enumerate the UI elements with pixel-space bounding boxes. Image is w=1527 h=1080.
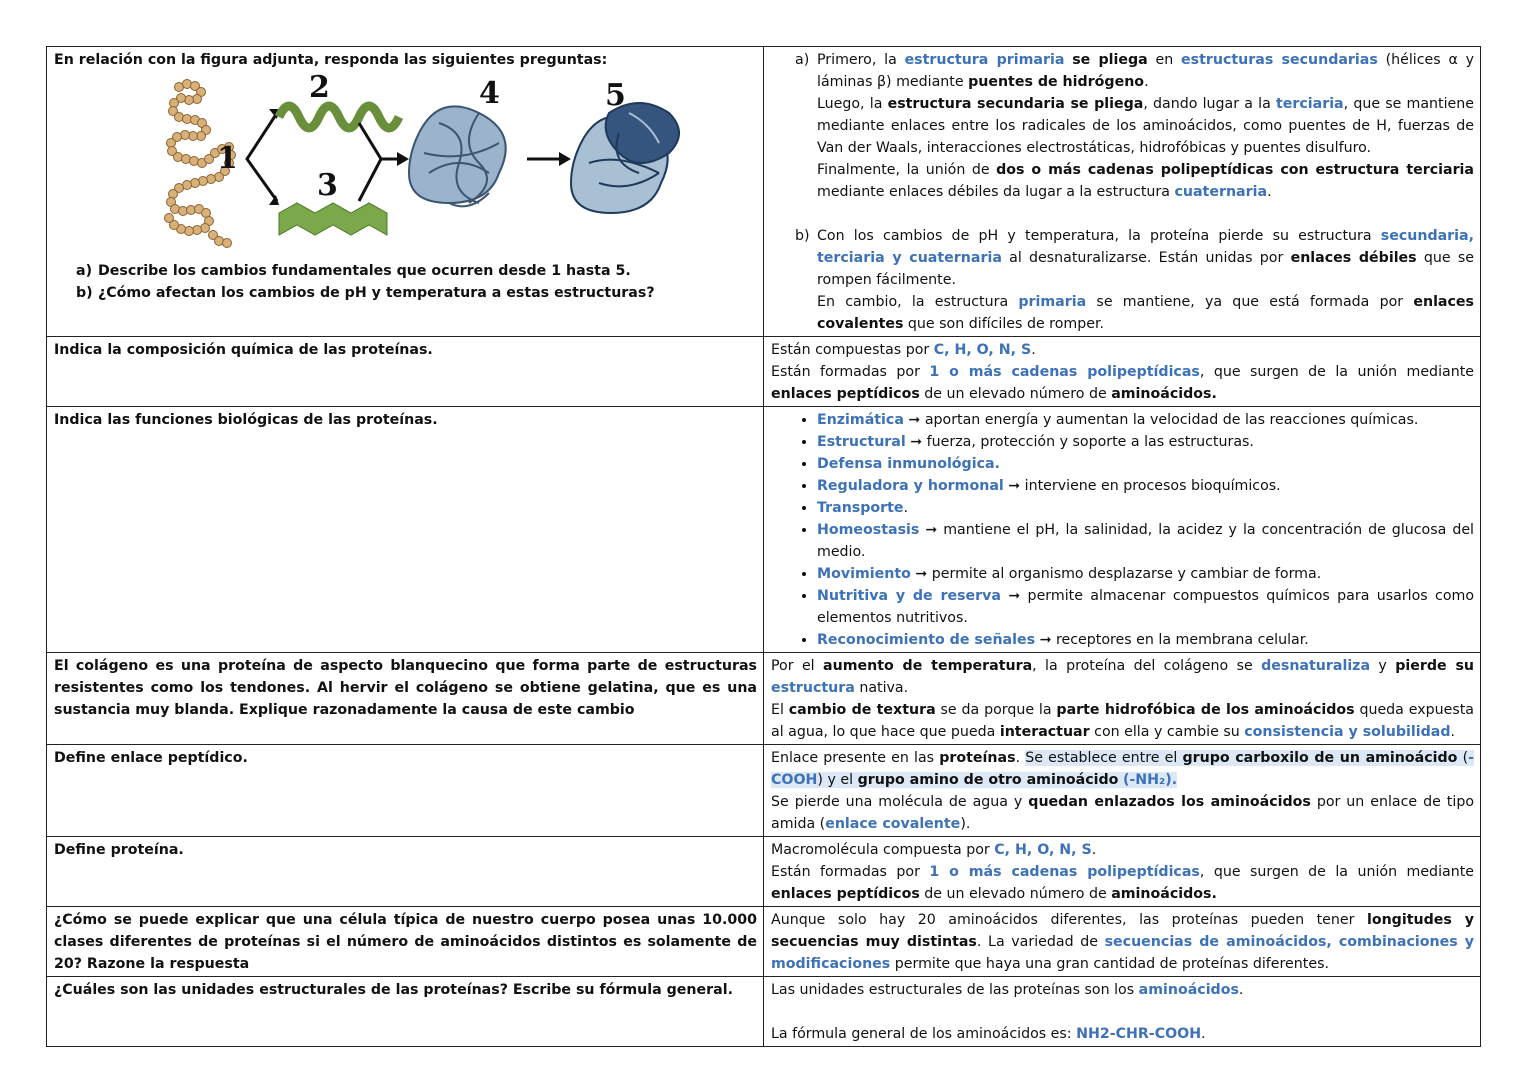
- question-text: El colágeno es una proteína de aspecto blanquecino que forma parte de estructuras resistentes como los tendones. Al hervir el colágeno se obtiene gelatina, que es una sustancia muy blanda. Explique razonadamente la causa de este cambio: [54, 658, 757, 718]
- list-item: • Defensa inmunológica.: [817, 453, 1474, 475]
- question-cell: [47, 907, 764, 977]
- question-cell: [47, 47, 764, 337]
- functions-list: [771, 409, 1474, 651]
- question-text: ¿Cuáles son las unidades estructurales de las proteínas? Escribe su fórmula general.: [54, 982, 733, 998]
- answer-cell: [764, 47, 1481, 337]
- beta-sheet-zigzag: [279, 203, 387, 235]
- qa-table: [46, 46, 1481, 1047]
- label-3: 3: [317, 168, 338, 203]
- list-item: • Movimiento ➞ permite al organismo desplazarse y cambiar de forma.: [817, 563, 1474, 585]
- tertiary-structure: [409, 106, 506, 206]
- subquestion-a: a) Describe los cambios fundamentales que ocurren desde 1 hasta 5.: [76, 263, 631, 279]
- answer-cell: Por el aumento de temperatura, la proteína del colágeno se desnaturaliza y pierde su estructura nativa. El cambio de textura se da porque la parte hidrofóbica de los aminoácidos queda expuesta al agua, lo que hace que pueda interactuar con ella y cambie su consistencia y solubilidad.: [764, 653, 1481, 745]
- subquestion-b: b) ¿Cómo afectan los cambios de pH y temperatura a estas estructuras?: [76, 285, 655, 301]
- question-cell: [47, 745, 764, 837]
- answer-cell: Aunque solo hay 20 aminoácidos diferentes, las proteínas pueden tener longitudes y secuencias muy distintas. La variedad de secuencias de aminoácidos, combinaciones y modificaciones permite que haya una gran cantidad de proteínas diferentes.: [764, 907, 1481, 977]
- question-text: ¿Cómo se puede explicar que una célula típica de nuestro cuerpo posea unas 10.000 clases diferentes de proteínas si el número de aminoácidos distintos es solamente de 20? Razone la respuesta: [54, 912, 757, 972]
- table-row: [47, 907, 1481, 977]
- question-text: Define proteína.: [54, 842, 184, 858]
- table-row: [47, 47, 1481, 337]
- list-item: • Homeostasis ➞ mantiene el pH, la salinidad, la acidez y la concentración de glucosa del medio.: [817, 519, 1474, 563]
- protein-levels-illustration: [149, 73, 719, 253]
- list-item: • Nutritiva y de reserva ➞ permite almacenar compuestos químicos para usarlos como elementos nutritivos.: [817, 585, 1474, 629]
- question-text: Indica las funciones biológicas de las proteínas.: [54, 412, 438, 428]
- table-row: [47, 407, 1481, 653]
- question-cell: [47, 407, 764, 653]
- quaternary-structure: [571, 103, 679, 213]
- question-cell: [47, 337, 764, 407]
- table-row: [47, 837, 1481, 907]
- answer-list: [771, 49, 1474, 335]
- table-row: [47, 653, 1481, 745]
- list-item: • Estructural ➞ fuerza, protección y soporte a las estructuras.: [817, 431, 1474, 453]
- answer-cell: Las unidades estructurales de las proteínas son los aminoácidos. La fórmula general de los aminoácidos es: NH2-CHR-COOH.: [764, 977, 1481, 1047]
- list-item: • Transporte.: [817, 497, 1474, 519]
- label-1: 1: [217, 141, 238, 176]
- answer-b: b) Con los cambios de pH y temperatura, la proteína pierde su estructura secundaria, terciaria y cuaternaria al desnaturalizarse. Están unidas por enlaces débiles que se rompen fácilmente. En cambio, la estructura primaria se mantiene, ya que está formada por enlaces covalentes que son difíciles de romper.: [795, 228, 1474, 332]
- answer-a: a) Primero, la estructura primaria se pliega en estructuras secundarias (hélices α y láminas β) mediante puentes de hidrógeno. Luego, la estructura secundaria se pliega, dando lugar a la terciaria, que se mantiene mediante enlaces entre los radicales de los aminoácidos, como puentes de H, fuerzas de Van der Waals, interacciones electrostáticas, hidrofóbicas y puentes disulfuro. Finalmente, la unión de dos o más cadenas polipeptídicas con estructura terciaria mediante enlaces débiles da lugar a la estructura cuaternaria.: [795, 52, 1474, 200]
- alpha-helix-wave: [279, 106, 399, 128]
- question-cell: [47, 837, 764, 907]
- question-text: Indica la composición química de las proteínas.: [54, 342, 433, 358]
- answer-cell: Enlace presente en las proteínas. Se establece entre el grupo carboxilo de un aminoácido (-COOH) y el grupo amino de otro aminoácido (-NH₂). Se pierde una molécula de agua y quedan enlazados los aminoácidos por un enlace de tipo amida (enlace covalente).: [764, 745, 1481, 837]
- question-text: En relación con la figura adjunta, responda las siguientes preguntas:: [54, 52, 608, 68]
- question-text: Define enlace peptídico.: [54, 750, 248, 766]
- table-row: [47, 977, 1481, 1047]
- label-5: 5: [605, 78, 626, 113]
- protein-structure-figure: [54, 73, 757, 256]
- question-cell: [47, 977, 764, 1047]
- list-item: • Reconocimiento de señales ➞ receptores en la membrana celular.: [817, 629, 1474, 651]
- question-subitems: [54, 260, 757, 304]
- answer-cell: Macromolécula compuesta por C, H, O, N, S. Están formadas por 1 o más cadenas polipeptídicas, que surgen de la unión mediante enlaces peptídicos de un elevado número de aminoácidos.: [764, 837, 1481, 907]
- table-row: [47, 745, 1481, 837]
- question-cell: [47, 653, 764, 745]
- table-row: [47, 337, 1481, 407]
- answer-cell: Están compuestas por C, H, O, N, S. Están formadas por 1 o más cadenas polipeptídicas, que surgen de la unión mediante enlaces peptídicos de un elevado número de aminoácidos.: [764, 337, 1481, 407]
- answer-cell: [764, 407, 1481, 653]
- list-item: • Enzimática ➞ aportan energía y aumentan la velocidad de las reacciones químicas.: [817, 409, 1474, 431]
- label-4: 4: [479, 76, 500, 111]
- label-2: 2: [309, 73, 330, 105]
- list-item: • Reguladora y hormonal ➞ interviene en procesos bioquímicos.: [817, 475, 1474, 497]
